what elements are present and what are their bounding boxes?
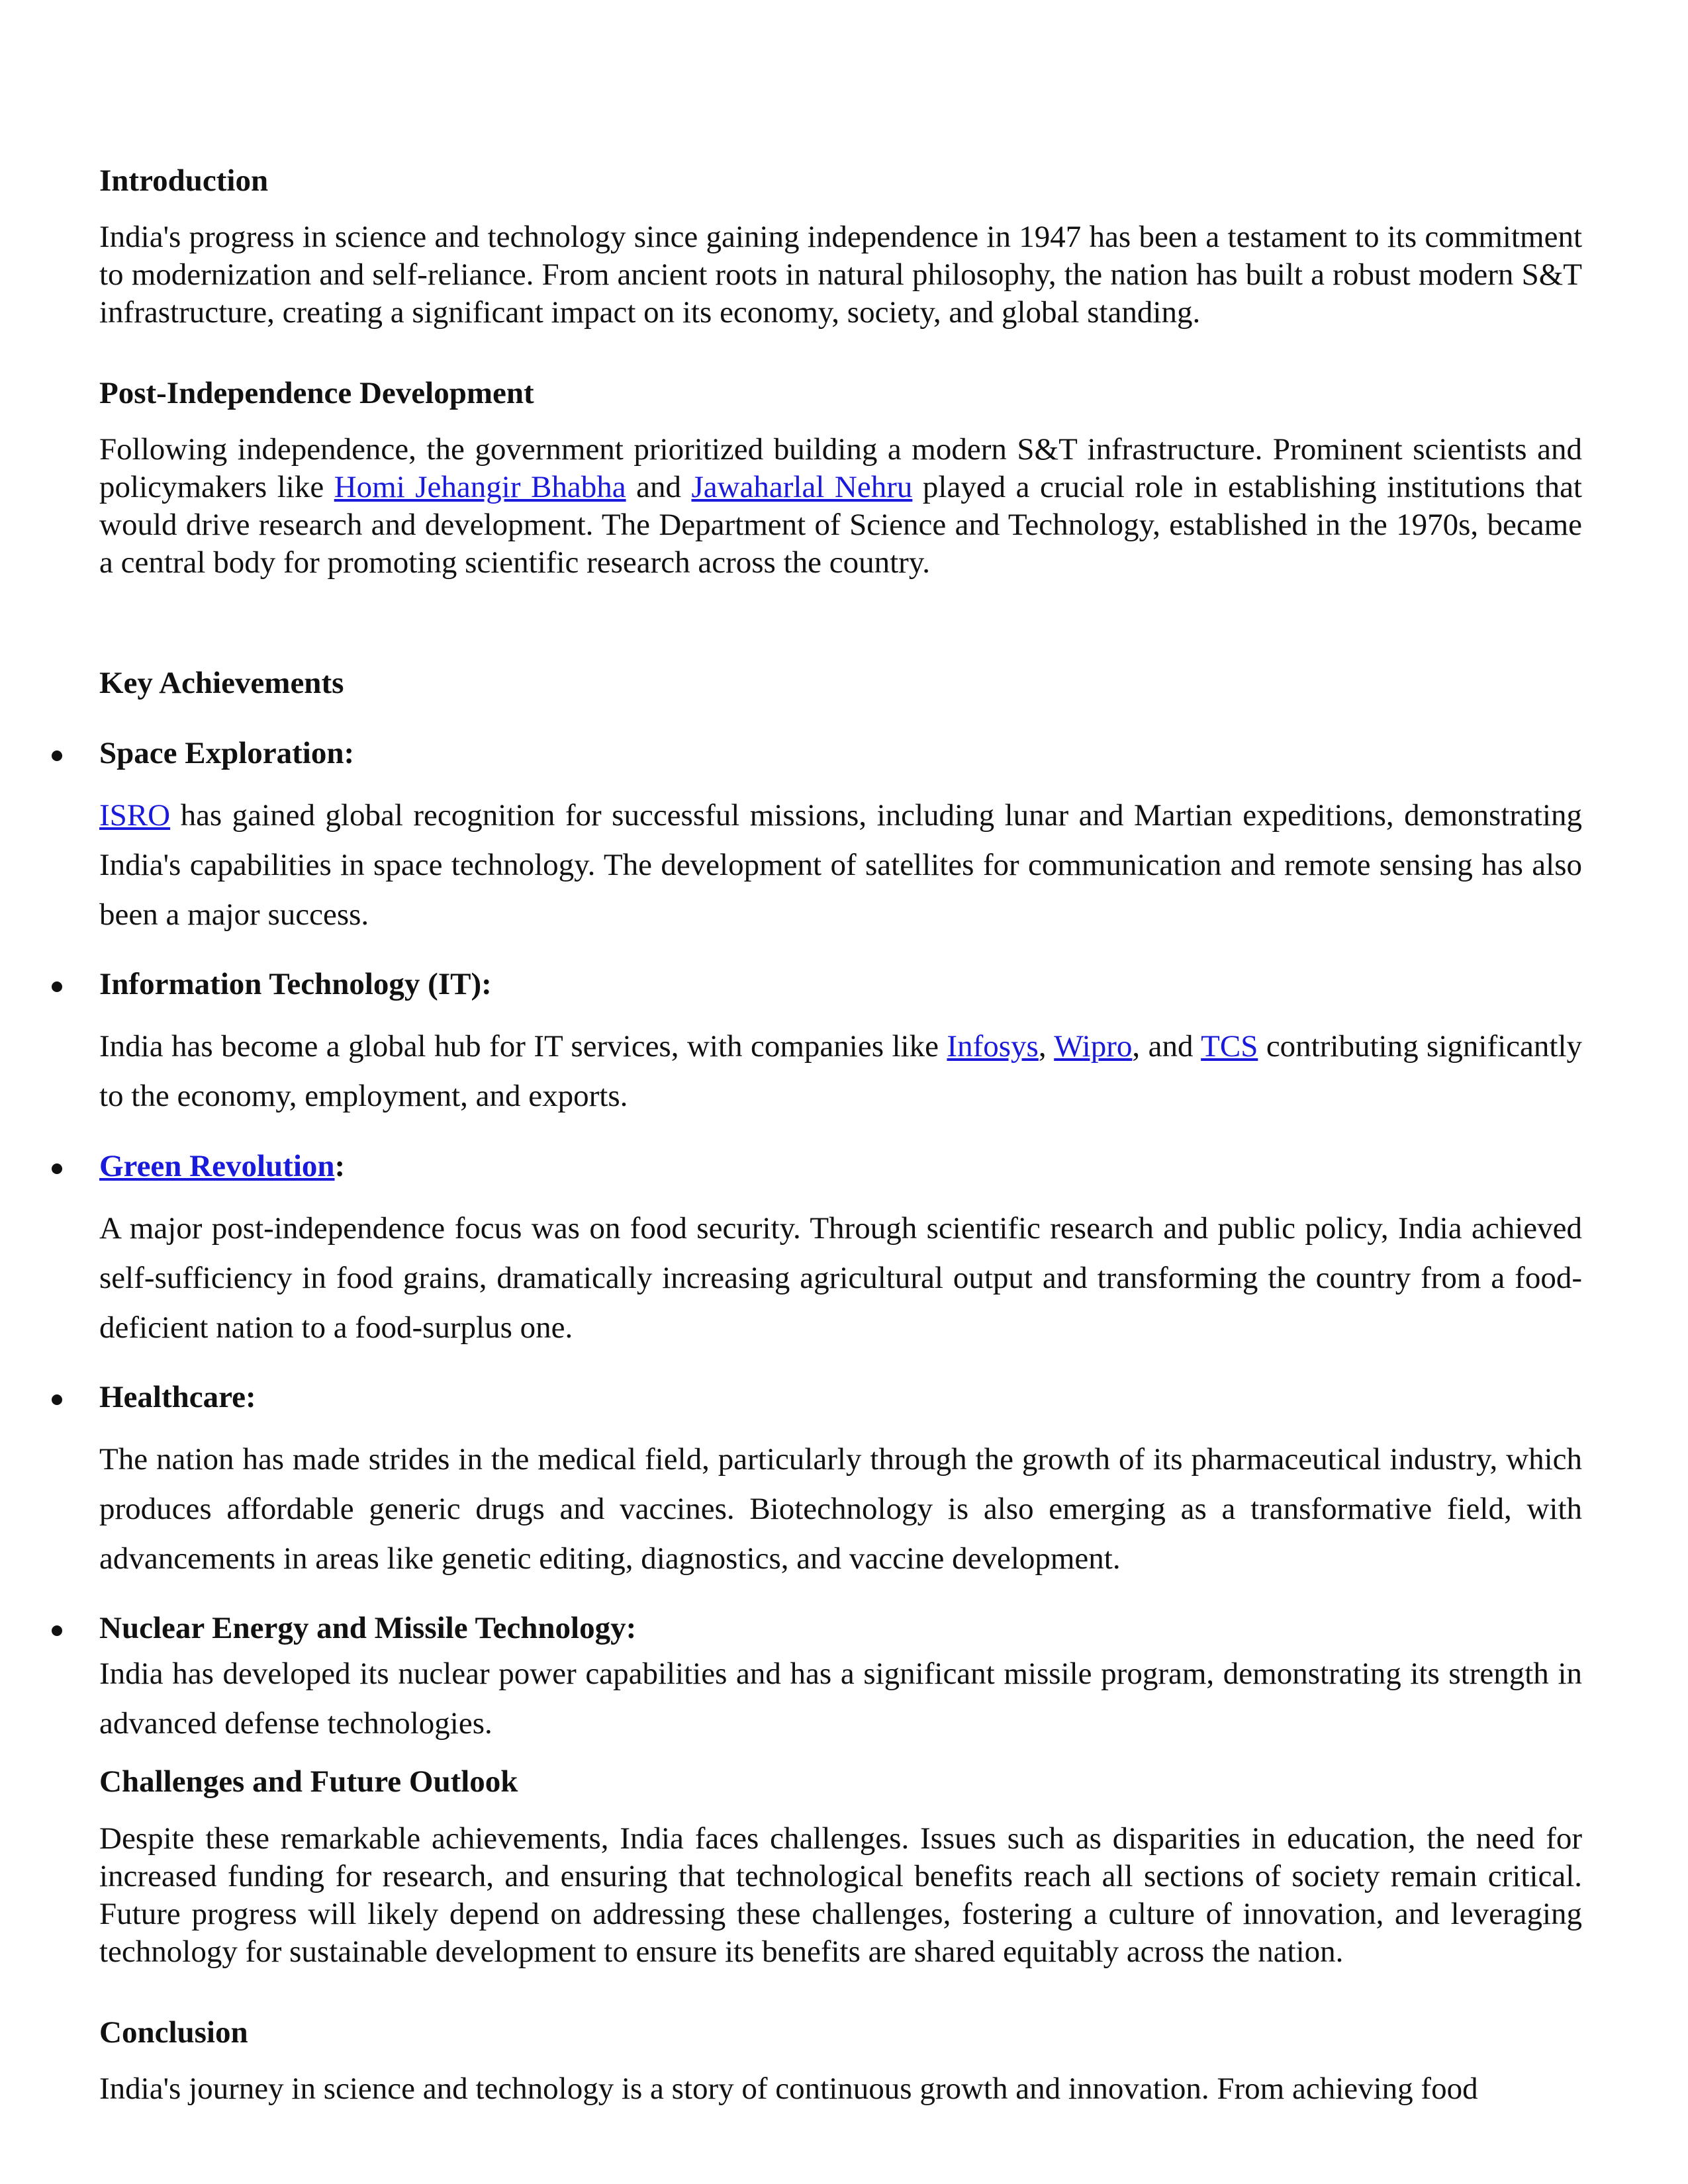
bullet-icon	[52, 1394, 62, 1405]
item-title-it: Information Technology (IT):	[99, 967, 492, 1001]
link-tcs[interactable]: TCS	[1201, 1029, 1258, 1064]
text-segment: India has become a global hub for IT services, with companies like	[99, 1029, 947, 1064]
paragraph-conclusion: India's journey in science and technology is a story of continuous growth and innovation. From achieving food	[99, 2071, 1478, 2106]
text-segment: , and	[1132, 1029, 1201, 1064]
text-segment: and	[626, 470, 692, 504]
text-segment: :	[334, 1149, 346, 1183]
paragraph-green-revolution: A major post-independence focus was on food security. Through scientific research and public policy, India achieved self-sufficiency in food grains, dramatically increasing agricultural output and transforming the country from a food-deficient nation to a food-surplus one.	[99, 1211, 1582, 1345]
text-segment: Following independence, the government prioritized building a modern S&T infrastructure. Prominent scientists and policymakers like	[99, 432, 1582, 504]
item-title-healthcare: Healthcare:	[99, 1380, 256, 1414]
heading-key-achievements: Key Achievements	[99, 666, 344, 700]
paragraph-space	[99, 791, 1582, 940]
link-wipro[interactable]: Wipro	[1054, 1029, 1133, 1064]
paragraph-post-independence	[99, 431, 1582, 582]
item-title-nuclear: Nuclear Energy and Missile Technology:	[99, 1611, 637, 1645]
link-infosys[interactable]: Infosys	[947, 1029, 1039, 1064]
bullet-icon	[52, 751, 62, 761]
text-segment: ,	[1038, 1029, 1055, 1064]
paragraph-nuclear: India has developed its nuclear power capabilities and has a significant missile program, demonstrating its strength in advanced defense technologies.	[99, 1657, 1582, 1741]
item-title-green-revolution	[99, 1148, 1582, 1185]
text-segment: played a crucial role in establishing institutions that would drive research and development. The Department of Science and Technology, established in the 1970s, became a central body for promoting scientific research across the country.	[99, 470, 1582, 580]
link-isro[interactable]: ISRO	[99, 798, 171, 833]
paragraph-introduction: India's progress in science and technology since gaining independence in 1947 has been a testament to its commitment to modernization and self-reliance. From ancient roots in natural philosophy, the nation has built a robust modern S&T infrastructure, creating a significant impact on its economy, society, and global standing.	[99, 220, 1582, 330]
text-segment: contributing significantly to the economy, employment, and exports.	[99, 1029, 1583, 1113]
link-homi-bhabha[interactable]: Homi Jehangir Bhabha	[334, 470, 626, 504]
bullet-icon	[52, 1625, 62, 1636]
paragraph-challenges: Despite these remarkable achievements, India faces challenges. Issues such as disparities in education, the need for increased funding for research, and ensuring that technological benefits reach all sections of society remain critical. Future progress will likely depend on addressing these challenges, fostering a culture of innovation, and leveraging technology for sustainable development to ensure its benefits are shared equitably across the nation.	[99, 1821, 1582, 1969]
heading-introduction: Introduction	[99, 163, 269, 198]
bullet-icon	[52, 1163, 62, 1174]
bullet-icon	[52, 981, 62, 992]
heading-post-independence: Post-Independence Development	[99, 376, 534, 410]
paragraph-healthcare: The nation has made strides in the medical field, particularly through the growth of its pharmaceutical industry, which produces affordable generic drugs and vaccines. Biotechnology is also emerging as a transformative field, with advancements in areas like genetic editing, diagnostics, and vaccine development.	[99, 1442, 1582, 1576]
text-segment: has gained global recognition for successful missions, including lunar and Martian expeditions, demonstrating India's capabilities in space technology. The development of satellites for communication and remote sensing has also been a major success.	[99, 798, 1582, 932]
heading-conclusion: Conclusion	[99, 2015, 248, 2050]
paragraph-it	[99, 1022, 1582, 1121]
link-green-revolution[interactable]: Green Revolution	[99, 1149, 335, 1183]
link-jawaharlal-nehru[interactable]: Jawaharlal Nehru	[691, 470, 913, 504]
heading-challenges: Challenges and Future Outlook	[99, 1764, 518, 1799]
item-title-space: Space Exploration:	[99, 736, 355, 770]
